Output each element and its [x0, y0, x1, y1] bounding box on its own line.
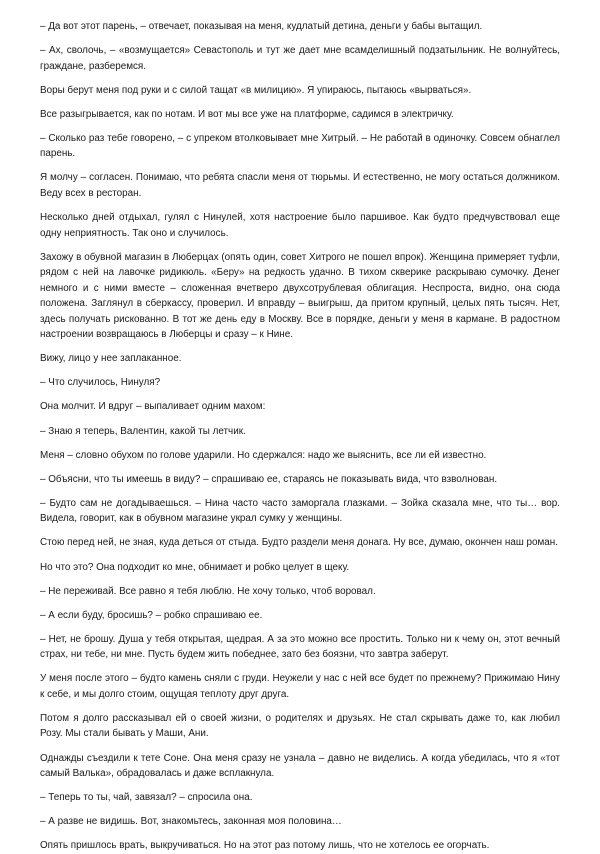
paragraph-26: Опять пришлось врать, выкручиваться. Но на этот раз потому лишь, что не хотелось ее огорчать. — [40, 840, 490, 852]
paragraph-23: Однажды съездили к тете Соне. Она меня сразу не узнала – давно не виделись. А когда убедилась, что я «тот самый Валька», обрадовалась и даже всплакнула. — [40, 752, 560, 780]
paragraph-22: Потом я долго рассказывал ей о своей жизни, о родителях и друзьях. Не стал скрывать даже то, как любил Розу. Мы стали бывать у Маши, Ани. — [40, 712, 560, 740]
paragraph-11: Она молчит. И вдруг – выпаливает одним махом: — [40, 401, 266, 413]
paragraph-20: – Нет, не брошу. Душа у тебя открытая, щедрая. А за это можно все простить. Только ни к чему он, этот вечный страх, ни тебе, ни мне. Пусть будем жить победнее, зато без боязни, что завтра заберут. — [40, 633, 560, 661]
paragraph-1: – Да вот этот парень, – отвечает, показывая на меня, кудлатый детина, деньги у бабы вытащил. — [40, 21, 483, 32]
paragraph-8: Захожу в обувной магазин в Люберцах (опять один, совет Хитрого не пошел впрок). Женщина примеряет туфли, рядом с ней на лавочке ридикюль. «Беру» на редкость удачно. В тихом скверике раскрываю сумочку. Денег немного и с ними вместе – сложенная вчетверо двухсотрублевая облигация. Неспроста, видно, она сюда положена. Заглянул в сберкассу, проверил. И вправду – выигрыш, да притом крупный, целых пять тысяч. Нет, здесь получать рискованно. В тот же день еду в Москву. Все в порядке, деньги у меня в кармане. В радостном настроении возвращаюсь в Люберцы и сразу – к Нине. — [40, 251, 560, 341]
paragraph-15: – Будто сам не догадываешься. – Нина часто часто заморгала глазками. – Зойка сказала мне, что ты… вор. Видела, говорит, как в обувном магазине украл сумку у женщины. — [40, 497, 560, 525]
paragraph-2: – Ах, сволочь, – «возмущается» Севастополь и тут же дает мне всамделишный подзатыльник. Не волнуйтесь, граждане, разберемся. — [40, 45, 560, 72]
paragraph-12: – Знаю я теперь, Валентин, какой ты летчик. — [40, 425, 246, 437]
paragraph-5: – Сколько раз тебе говорено, – с упреком втолковывает мне Хитрый. – Не работай в одиночку. Совсем обнаглел парень. — [40, 132, 560, 160]
paragraph-13: Меня – словно обухом по голове ударили. Но сдержался: надо же выяснить, все ли ей известно. — [40, 449, 487, 461]
paragraph-19: – А если буду, бросишь? – робко спрашиваю ее. — [40, 609, 263, 621]
paragraph-24: – Теперь то ты, чай, завязал? – спросила она. — [40, 792, 253, 804]
paragraph-7: Несколько дней отдыхал, гулял с Нинулей, хотя настроение было паршивое. Как будто предчувствовал еще одну неприятность. Так оно и случилось. — [40, 212, 560, 239]
paragraph-3: Воры берут меня под руки и с силой тащат «в милицию». Я упираюсь, пытаюсь «вырваться». — [40, 84, 472, 96]
paragraph-25: – А разве не видишь. Вот, знакомьтесь, законная моя половина… — [40, 816, 342, 828]
paragraph-4: Все разыгрывается, как по нотам. И вот мы все уже на платформе, садимся в электричку. — [40, 108, 454, 120]
paragraph-14: – Объясни, что ты имеешь в виду? – спрашиваю ее, стараясь не показывать вида, что взволнован. — [40, 473, 498, 485]
paragraph-21: У меня после этого – будто камень сняли с груди. Неужели у нас с ней все будет по прежнему? Прижимаю Нину к себе, и мы долго стоим, ощущая теплоту друг друга. — [40, 673, 560, 700]
paragraph-9: Вижу, лицо у нее заплаканное. — [40, 353, 182, 365]
paragraph-17: Но что это? Она подходит ко мне, обнимает и робко целует в щеку. — [40, 561, 350, 573]
paragraph-18: – Не переживай. Все равно я тебя люблю. Не хочу только, чтоб воровал. — [40, 585, 376, 597]
paragraph-16: Стою перед ней, не зная, куда деться от стыда. Будто раздели меня донага. Ну все, думаю, окончен наш роман. — [40, 537, 558, 549]
paragraph-10: – Что случилось, Нинуля? — [40, 377, 161, 389]
paragraph-6: Я молчу – согласен. Понимаю, что ребята спасли меня от тюрьмы. И естественно, не могу остаться должником. Веду всех в ресторан. — [40, 172, 560, 199]
